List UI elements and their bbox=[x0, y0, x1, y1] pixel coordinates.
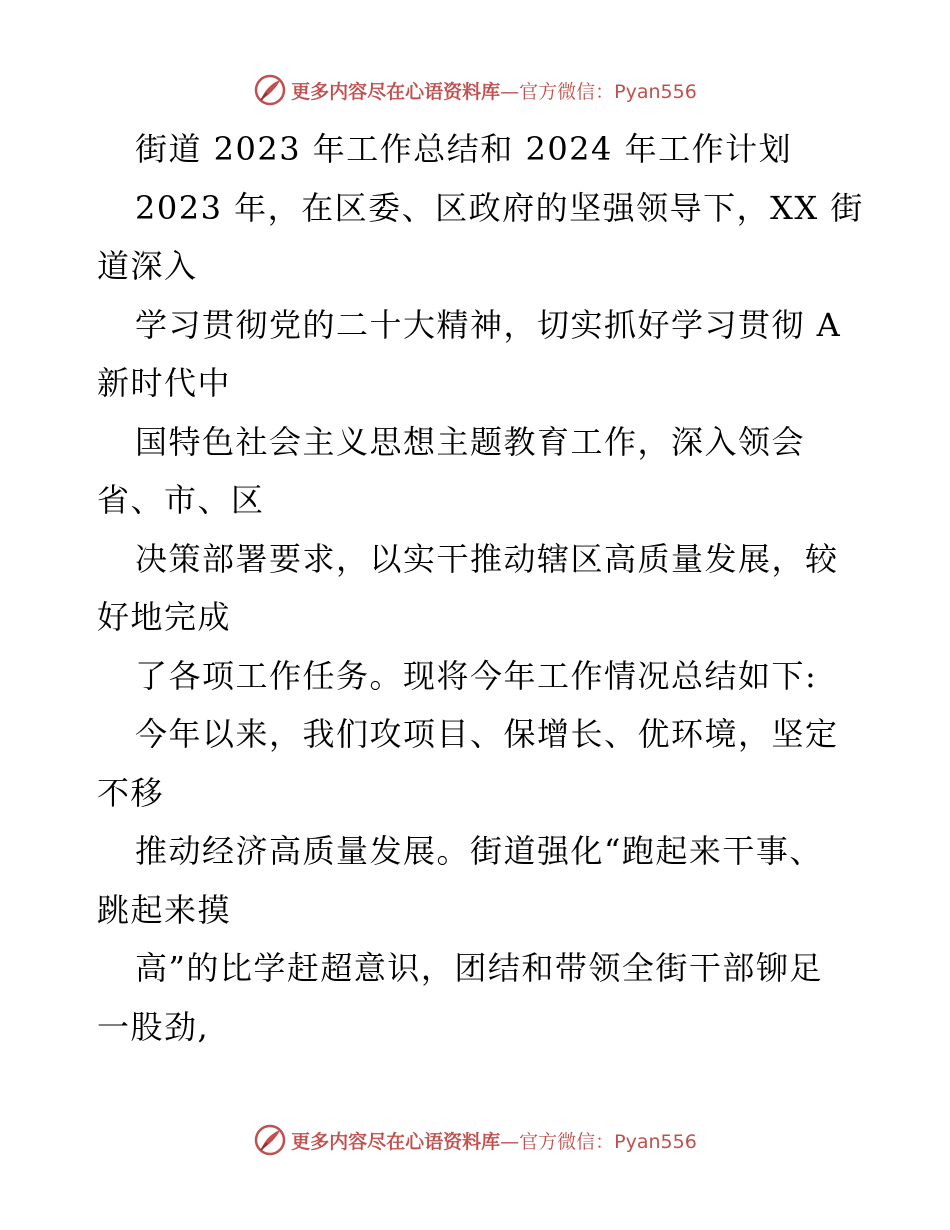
watermark-main-text: 更多内容尽在心语资料库 bbox=[291, 80, 501, 103]
text-line: 今年以来，我们攻项目、保增长、优环境，坚定 bbox=[135, 715, 839, 753]
text-line: 省、市、区 bbox=[97, 481, 265, 519]
text-line: 决策部署要求，以实干推动辖区高质量发展，较 bbox=[135, 539, 839, 578]
text-line: 国特色社会主义思想主题教育工作，深入领会 bbox=[135, 422, 806, 461]
watermark-wechat-text: 官方微信：Pyan556 bbox=[519, 1130, 697, 1153]
text-line: 不移 bbox=[97, 773, 165, 812]
text-line: 学习贯彻党的二十大精神，切实抓好学习贯彻 A bbox=[135, 305, 842, 344]
text-line: 街道 2023 年工作总结和 2024 年工作计划 bbox=[135, 130, 793, 168]
text-line: 高”的比学赶超意识，团结和带领全街干部铆足 bbox=[135, 949, 823, 987]
watermark-separator: — bbox=[500, 1130, 520, 1153]
text-line: 好地完成 bbox=[97, 598, 232, 636]
text-line: 一股劲, bbox=[97, 1007, 210, 1046]
text-line: 跳起来摸 bbox=[97, 890, 232, 929]
watermark-main-text: 更多内容尽在心语资料库 bbox=[291, 1130, 501, 1153]
watermark-separator: — bbox=[500, 80, 520, 103]
text-line: 2023 年，在区委、区政府的坚强领导下，XX 街 bbox=[135, 188, 864, 227]
document-body bbox=[97, 120, 867, 1056]
header-watermark bbox=[0, 70, 950, 110]
text-line: 推动经济高质量发展。街道强化“跑起来干事、 bbox=[135, 832, 823, 870]
quill-pen-logo-icon bbox=[253, 1123, 287, 1157]
watermark-wechat-text: 官方微信：Pyan556 bbox=[519, 80, 697, 103]
footer-watermark bbox=[0, 1120, 950, 1160]
text-line: 道深入 bbox=[97, 247, 198, 285]
text-line: 新时代中 bbox=[97, 364, 232, 402]
text-line: 了各项工作任务。现将今年工作情况总结如下: bbox=[135, 656, 818, 695]
quill-pen-logo-icon bbox=[253, 73, 287, 107]
